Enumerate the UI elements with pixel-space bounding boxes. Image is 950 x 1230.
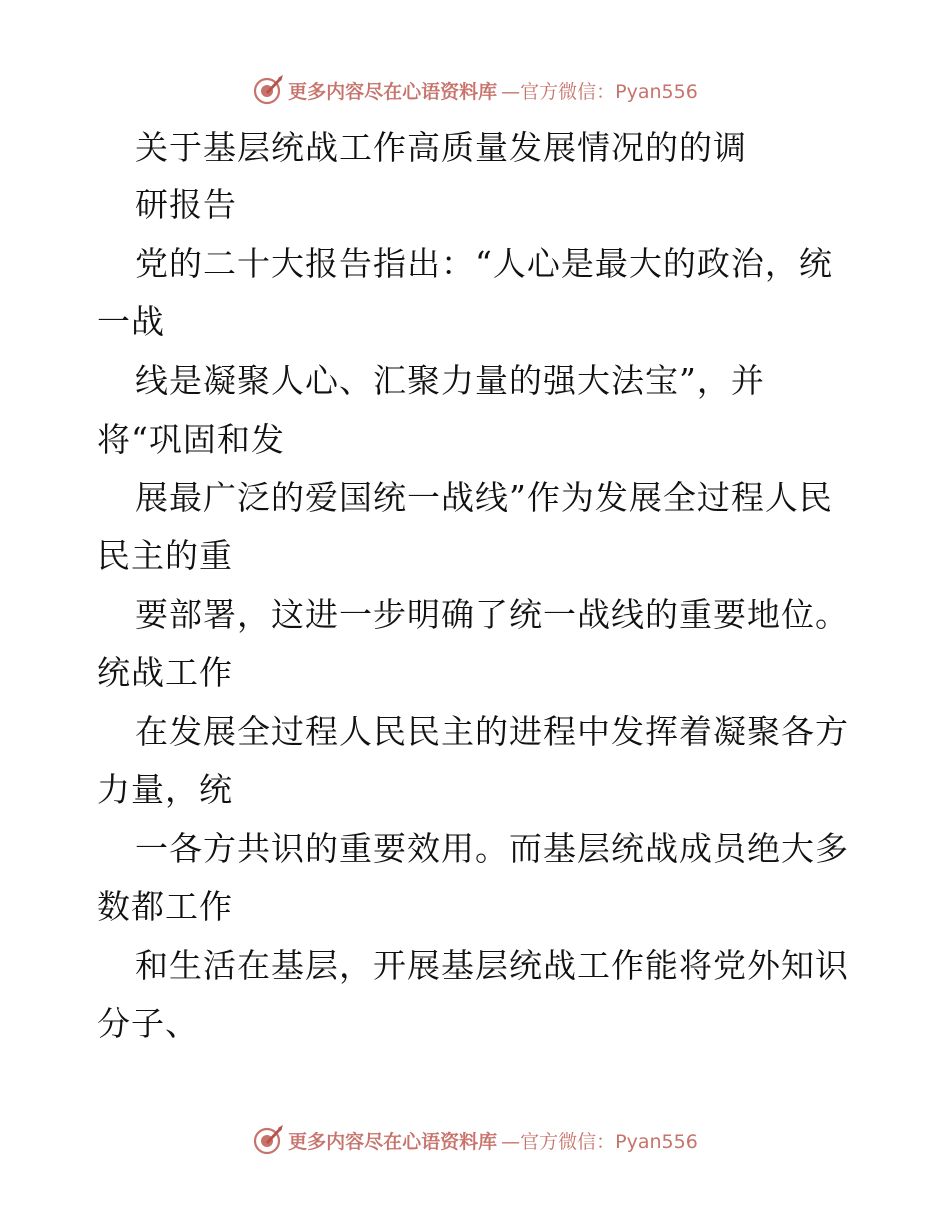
quill-logo-icon: [252, 74, 284, 106]
footer-watermark: [0, 1120, 950, 1160]
text-line-6: 将“巩固和发: [97, 420, 285, 459]
text-line-15: 和生活在基层，开展基层统战工作能将党外知识: [135, 946, 849, 985]
text-line-12: 力量，统: [97, 770, 233, 809]
text-line-16: 分子、: [97, 1004, 199, 1043]
text-line-11: 在发展全过程人民民主的进程中发挥着凝聚各方: [135, 712, 849, 751]
quill-logo-icon: [252, 1124, 284, 1156]
text-line-8: 民主的重: [97, 536, 233, 575]
text-line-5: 线是凝聚人心、汇聚力量的强大法宝”，并: [135, 361, 765, 400]
text-line-7: 展最广泛的爱国统一战线”作为发展全过程人民: [135, 478, 833, 517]
watermark-sub-text: —官方微信：Pyan556: [501, 1130, 698, 1153]
text-line-9: 要部署，这进一步明确了统一战线的重要地位。: [135, 595, 849, 634]
text-line-10: 统战工作: [97, 653, 233, 692]
text-line-1: 关于基层统战工作高质量发展情况的的调: [135, 128, 747, 167]
text-line-3: 党的二十大报告指出：“人心是最大的政治，统: [135, 244, 833, 283]
watermark-main-text: 更多内容尽在心语资料库: [288, 80, 498, 103]
text-line-13: 一各方共识的重要效用。而基层统战成员绝大多: [135, 829, 849, 868]
text-line-14: 数都工作: [97, 887, 233, 926]
watermark-sub-text: —官方微信：Pyan556: [501, 80, 698, 103]
header-watermark: [0, 70, 950, 110]
watermark-main-text: 更多内容尽在心语资料库: [288, 1130, 498, 1153]
text-line-2: 研报告: [135, 185, 237, 224]
text-line-4: 一战: [97, 302, 165, 341]
